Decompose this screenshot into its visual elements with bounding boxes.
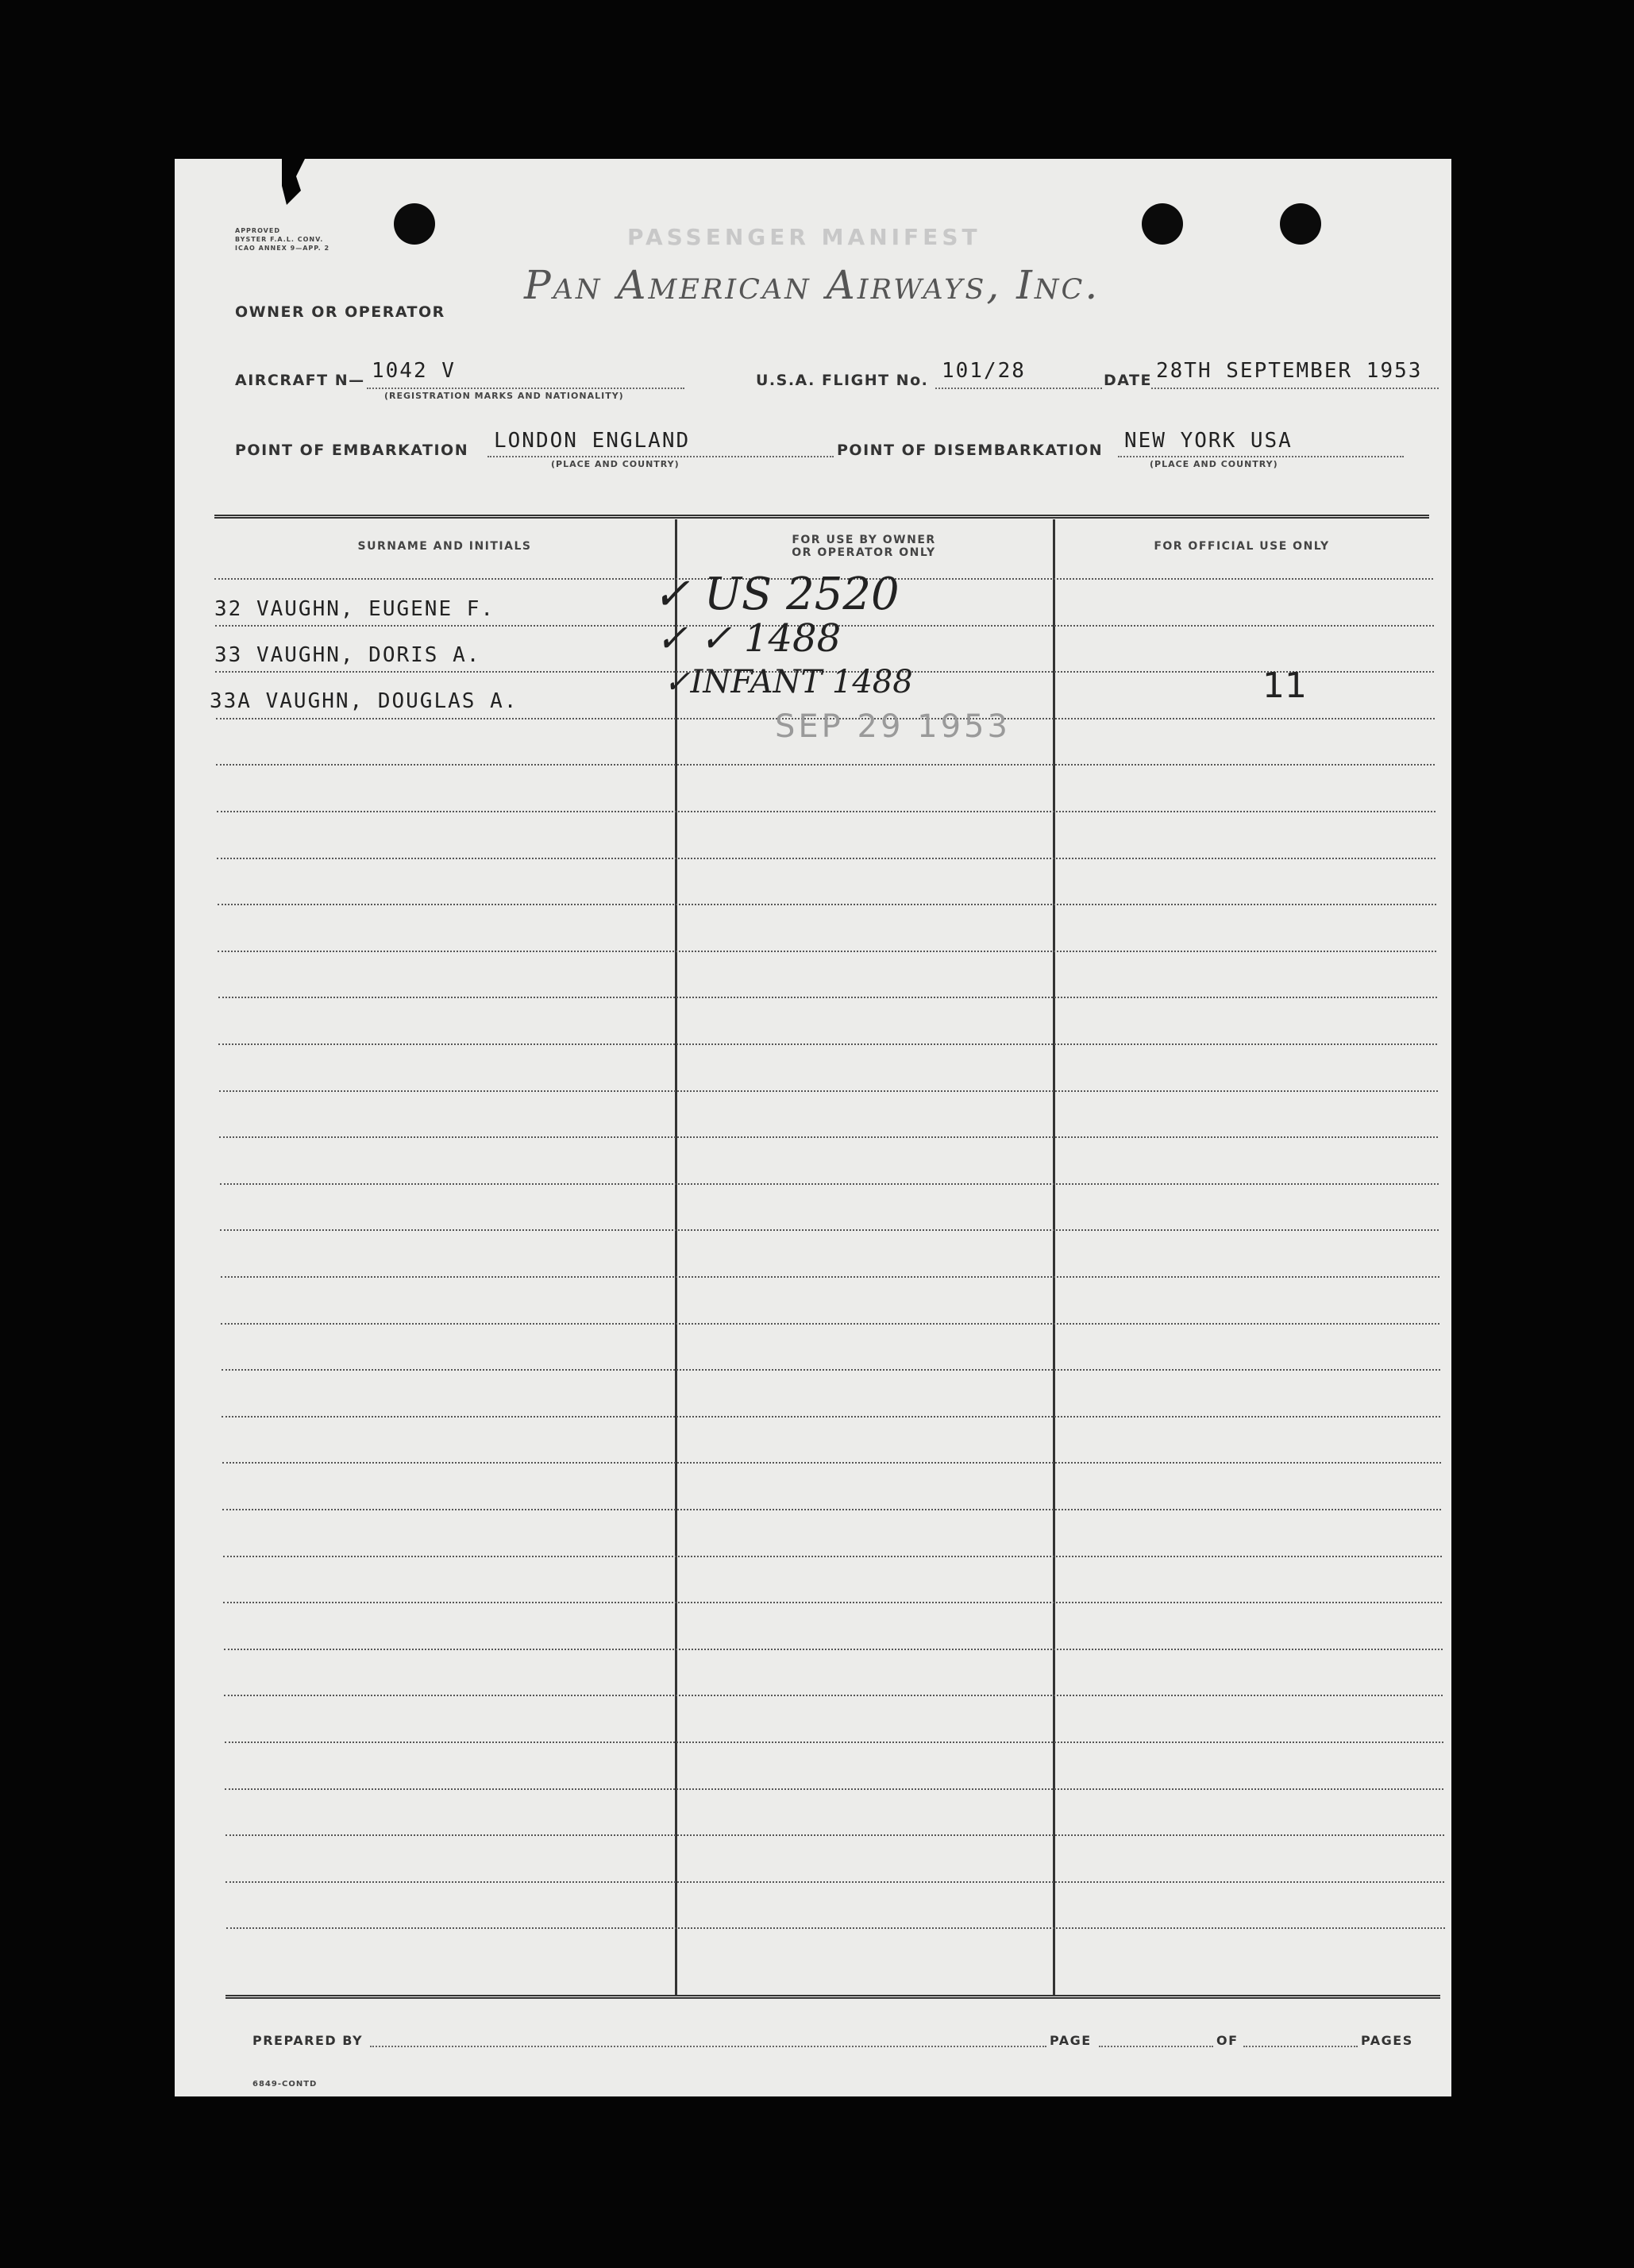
row-rule — [222, 1416, 1440, 1418]
row-rule — [226, 1927, 1445, 1929]
row-rule — [225, 1742, 1443, 1743]
row-rule — [217, 858, 1436, 859]
row-rule — [220, 1183, 1439, 1185]
flight-value: 101/28 — [942, 359, 1026, 383]
row-rule — [223, 1556, 1442, 1557]
approval-line-3: ICAO ANNEX 9—APP. 2 — [235, 245, 330, 252]
approval-line-2: BYSTER F.A.L. CONV. — [235, 236, 324, 243]
row-rule — [225, 1834, 1444, 1836]
column-divider-1 — [675, 519, 677, 1996]
row-rule — [218, 951, 1436, 952]
row-rule — [225, 1881, 1444, 1883]
registration-caption: (REGISTRATION MARKS AND NATIONALITY) — [384, 391, 624, 401]
row-rule — [222, 1462, 1441, 1464]
page-line — [1099, 2046, 1213, 2047]
approval-line-1: APPROVED — [235, 227, 280, 234]
prepared-by-line — [370, 2046, 1046, 2047]
passenger-row-3-official: 11 — [1262, 665, 1307, 706]
punch-hole-left — [394, 203, 435, 245]
column-header-owner-2: OR OPERATOR ONLY — [792, 546, 936, 559]
aircraft-value: 1042 V — [372, 359, 456, 383]
embarkation-label: POINT OF EMBARKATION — [235, 442, 469, 459]
embarkation-caption: (PLACE AND COUNTRY) — [551, 459, 680, 469]
row-rule — [216, 764, 1435, 766]
aircraft-label: AIRCRAFT N— — [235, 372, 365, 389]
aircraft-line — [367, 388, 684, 389]
disembarkation-label: POINT OF DISEMBARKATION — [837, 442, 1104, 459]
column-header-owner-1: FOR USE BY OWNER — [792, 534, 936, 546]
date-value: 28TH SEPTEMBER 1953 — [1156, 359, 1423, 383]
table-top-rule — [214, 515, 1429, 519]
row-rule — [224, 1695, 1443, 1696]
date-line — [1151, 388, 1439, 389]
row-rule — [222, 1509, 1441, 1510]
of-line — [1243, 2046, 1358, 2047]
column-header-official: FOR OFFICIAL USE ONLY — [1154, 540, 1330, 553]
passenger-row-1-name: 32 VAUGHN, EUGENE F. — [214, 597, 495, 621]
row-rule — [218, 997, 1437, 998]
row-rule — [217, 811, 1436, 812]
punch-hole-right — [1280, 203, 1321, 245]
row-rule — [221, 1276, 1439, 1278]
column-header-surname: SURNAME AND INITIALS — [357, 540, 532, 553]
passenger-row-2-note: ✓ ✓ 1488 — [656, 616, 842, 661]
date-stamp: SEP 29 1953 — [775, 708, 1011, 745]
page-label: PAGE — [1050, 2033, 1092, 2048]
embarkation-line — [488, 456, 834, 457]
embarkation-value: LONDON ENGLAND — [494, 429, 691, 453]
row-rule — [219, 1090, 1438, 1092]
table-bottom-rule — [225, 1995, 1440, 1999]
row-rule — [225, 1788, 1443, 1790]
row-rule — [218, 904, 1436, 905]
row-rule — [223, 1602, 1442, 1603]
disembarkation-line — [1118, 456, 1404, 457]
date-label: DATE — [1104, 372, 1152, 389]
pages-label: PAGES — [1361, 2033, 1413, 2048]
passenger-row-2-name: 33 VAUGHN, DORIS A. — [214, 643, 481, 667]
company-name: Pan American Airways, Inc. — [524, 262, 1100, 308]
disembarkation-value: NEW YORK USA — [1124, 429, 1293, 453]
punch-hole-center — [1142, 203, 1183, 245]
owner-operator-label: OWNER OR OPERATOR — [235, 303, 445, 321]
prepared-by-label: PREPARED BY — [252, 2033, 364, 2048]
flight-line — [935, 388, 1102, 389]
disembarkation-caption: (PLACE AND COUNTRY) — [1150, 459, 1278, 469]
row-rule — [218, 1043, 1437, 1045]
flight-label: U.S.A. FLIGHT No. — [756, 372, 929, 389]
form-number: 6849-CONTD — [252, 2080, 318, 2089]
column-divider-2 — [1053, 519, 1055, 1996]
row-rule — [224, 1649, 1443, 1650]
of-label: OF — [1216, 2033, 1239, 2048]
passenger-row-3-name: 33A VAUGHN, DOUGLAS A. — [210, 689, 518, 713]
passenger-row-3-note: ✓INFANT 1488 — [664, 664, 913, 700]
passenger-row-1-note: ✓ US 2520 — [653, 569, 900, 620]
row-rule — [220, 1229, 1439, 1231]
row-rule — [221, 1323, 1439, 1325]
form-title: PASSENGER MANIFEST — [627, 224, 981, 250]
row-rule — [219, 1136, 1438, 1138]
row-rule — [222, 1369, 1440, 1371]
